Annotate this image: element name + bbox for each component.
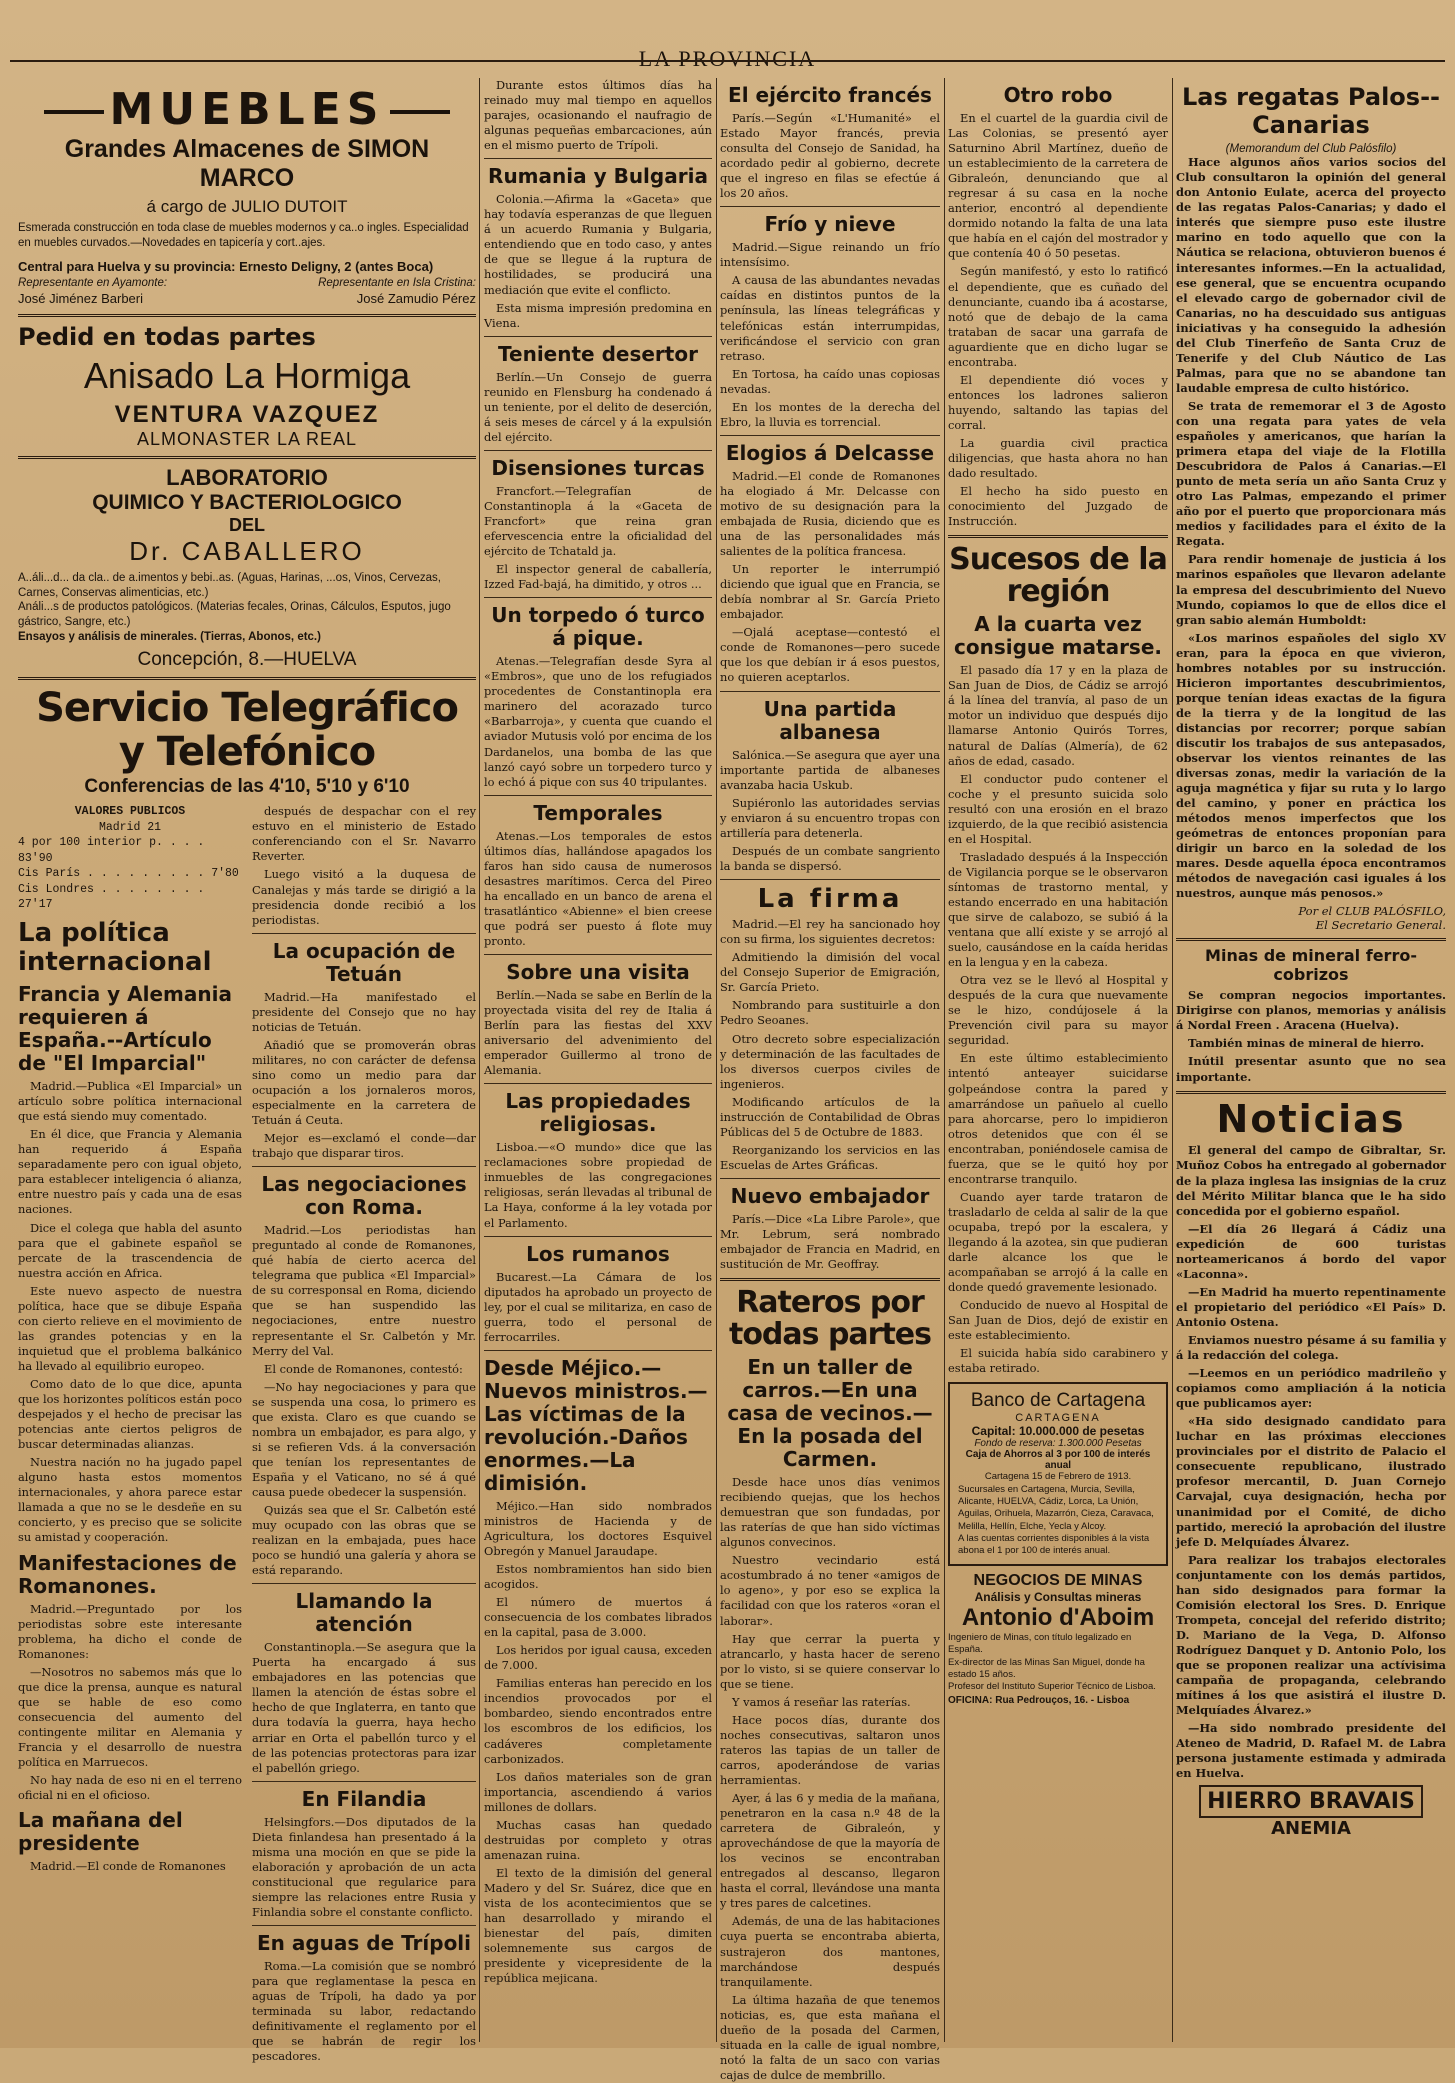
disensiones-title: Disensiones turcas — [491, 455, 705, 480]
article-paragraph: París.—Según «L'Humanité» el Estado Mayor francés, previa consulta del Consejo de Sanidad, ha acordado pedir al gobierno, decrete que el ingreso en filas se efectúe á los 20 años. — [720, 111, 940, 201]
article-paragraph: El texto de la dimisión del general Madero y del Sr. Suárez, dice que en vista de los acontecimientos que se han desarrollado y mirando el bienestar del país, dimiten solemnemente sus cargos de presidente y vicepresidente de la república mejicana. — [484, 1865, 712, 1986]
article-paragraph: «Ha sido designado candidato para luchar en las próximas elecciones provinciales por el distrito de Palacio el consecuente republicano, ilustrado profesor mercantil, D. Juan Cornejo Carvajal, cuya designación, hecha por unanimidad por el Comité, de dicho partido, mereció la aprobación del ilustre jefe D. Melquíades Álvarez. — [1176, 1414, 1446, 1549]
teniente-title: Teniente desertor — [498, 341, 698, 366]
article-paragraph: Nombrando para sustituirle a don Pedro Seoanes. — [720, 998, 940, 1028]
article-paragraph: El inspector general de caballería, Izzed Fad-bajá, ha dimitido, y otros ... — [484, 562, 712, 592]
page-header — [0, 0, 1455, 78]
article-paragraph: El pasado día 17 y en la plaza de San Juan de Dios, de Cádiz se arrojó á la línea del tranvía, al paso de un motor un individuo que después dijo llamarse Antonio Quirós Torres, natural de Dalías (Almería), de 62 años de edad, casado. — [948, 663, 1168, 768]
article-paragraph: —Ojalá aceptase—contestó el conde de Romanones—pero sucede que los que debían ir á esos puestos, no quieren aceptarlos. — [720, 625, 940, 685]
muebles-manager: á cargo de JULIO DUTOIT — [146, 197, 348, 216]
article-paragraph: Además, de una de las habitaciones cuya puerta se encontraba abierta, sustrajeron dos mantones, marchándose después tranquilamente. — [720, 1914, 940, 1989]
telegraph-title: Servicio Telegráfico y Telefónico — [36, 685, 458, 776]
sucesos-subtitle: A la cuarta vez consigue matarse. — [954, 612, 1162, 660]
article-paragraph: Bucarest.—La Cámara de los diputados ha aprobado un proyecto de ley, por el cual se militariza, en caso de guerra, todo el personal de ferrocarriles. — [484, 1269, 712, 1344]
article-paragraph: El general del campo de Gibraltar, Sr. Muñoz Cobos ha entregado al gobernador de la plaza inglesa las insignias de la cruz del Mérito Militar blanca que le ha sido concedida por el gobierno español. — [1176, 1143, 1446, 1218]
valores-row: Cis París . . . . . . . . . 7'80 — [18, 867, 239, 881]
article-paragraph: Supiéronlo las autoridades servias y enviaron á su encuentro tropas con artillería para detenerla. — [720, 795, 940, 840]
minas-address: OFICINA: Rua Pedrouços, 16. - Lisboa — [948, 1694, 1130, 1706]
column-3 — [720, 78, 940, 2082]
article-paragraph: Madrid.—El rey ha sancionado hoy con su firma, los siguientes decretos: — [720, 917, 940, 947]
article-paragraph: Según manifestó, y esto lo ratificó el dependiente, que es cuñado del denunciante, cuando iba á acostarse, notó que de debajo de la cama trataban de sacar una garrafa de aguardiente que en dicho lugar se encontraba. — [948, 264, 1168, 369]
article-paragraph: Quizás sea que el Sr. Calbetón esté muy ocupado con las obras que se realizan en la embajada, pues hace poco se hundió una galería y ahora se está reparando. — [252, 1503, 476, 1578]
article-paragraph: El conductor pudo contener el coche y el presunto suicida solo resultó con una erosión en el brazo izquierdo, de la que recibió asistencia en el Hospital. — [948, 771, 1168, 846]
article-paragraph: Madrid.—Sigue reinando un frío intensísimo. — [720, 240, 940, 270]
article-paragraph: Familias enteras han perecido en los incendios provocados por el bombardeo, siendo encontrados entre los escombros de los edificios, los cadáveres completamente carbonizados. — [484, 1676, 712, 1766]
article-paragraph: En los montes de la derecha del Ebro, la lluvia es torrencial. — [720, 399, 940, 429]
anemia-label: ANEMIA — [1271, 1818, 1351, 1840]
article-paragraph: —Leemos en un periódico madrileño y copiamos como ampliación á la noticia que publicamos ayer: — [1176, 1366, 1446, 1411]
valores-row: 4 por 100 interior p. . . . 83'90 — [18, 836, 205, 865]
article-paragraph: Madrid.—El conde de Romanones ha elogiado á Mr. Delcasse con motivo de su designación para la embajada de Rusia, diciendo que es una de las personalidades más salientes de la política francesa. — [720, 468, 940, 559]
valores-row: Cis Londres . . . . . . . . 27'17 — [18, 882, 205, 912]
article-paragraph: El suicida había sido carabinero y estaba retirado. — [948, 1346, 1168, 1376]
article-paragraph: Berlín.—Un Consejo de guerra reunido en Flensburg ha condenado á un teniente, por el delito de deserción, á seis meses de cárcel y á la expulsión del ejército. — [484, 369, 712, 444]
tetuan-title: La ocupación de Tetuán — [272, 938, 456, 986]
article-paragraph: Lisboa.—«O mundo» dice que las reclamaciones sobre propiedad de inmuebles de las congregaciones religiosas, serán llevadas al tribunal de La Haya, conforme á la ley votada por el Parlamento. — [484, 1140, 712, 1230]
article-paragraph: Un reporter le interrumpió diciendo que igual que en Francia, se debía nombrar al Sr. García Prieto embajador. — [720, 562, 940, 622]
article-paragraph: Atenas.—Los temporales de estos últimos días, hallándose apagados los faros han sido causa de numerosos desastres marítimos. Cerca del Pireo ha encallado en un banco de arena el trasatlántico «Abienne» el bien creese que podrá ser puesto á flote muy pronto. — [484, 828, 712, 948]
muebles-ad-title: MUEBLES — [18, 84, 476, 135]
lab-t3: Ensayos y análisis de minerales. (Tierras, Abonos, etc.) — [18, 631, 321, 644]
article-paragraph: Otro decreto sobre especialización y determinación de las facultades de los diversos cuerpos civiles de ingenieros. — [720, 1031, 940, 1091]
article-paragraph: Constantinopla.—Se asegura que la Puerta ha encargado á sus embajadores en las potencias que llamen la atención de éstas sobre el hecho de que Inglaterra, en tanto que dura todavía la guerra, haya hecho arriar en Orta el pabellón turco y el de las potencias protectoras para izar el pabellón griego. — [252, 1640, 476, 1775]
minas-title: NEGOCIOS DE MINAS — [973, 1571, 1143, 1589]
banco-fondo: Fondo de reserva: 1.300.000 Pesetas — [974, 1438, 1142, 1450]
article-paragraph: Hay que cerrar la puerta y atrancarlo, y hasta hacer de sereno por lo visto, si se quiere conservar lo que se tiene. — [720, 1631, 940, 1691]
article-paragraph: El dependiente dió voces y entonces los ladrones salieron huyendo, saltando las tapias del corral. — [948, 372, 1168, 432]
article-paragraph: Este nuevo aspecto de nuestra política, hace que se dibuje España con cierto relieve en el movimiento de las grandes potencias y en la inquietud que el problema balkánico ha llevado al equilibrio europeo. — [18, 1283, 242, 1373]
filandia-title: En Filandia — [301, 1786, 427, 1811]
article-paragraph: Luego visitó a la duquesa de Canalejas y más tarde se dirigió a la presidencia donde recibió a los periodistas. — [252, 867, 476, 927]
column-divider — [479, 78, 480, 2042]
minas-t3: Profesor del Instituto Superior Técnico de Lisboa. — [948, 1681, 1156, 1693]
article-paragraph: Madrid.—Preguntado por los periodistas sobre este interesante problema, ha dicho el conde de Romanones: — [18, 1601, 242, 1661]
mejico-title: Desde Méjico.—Nuevos ministros.—Las víctimas de la revolución.-Daños enormes.—La dimisión. — [484, 1355, 708, 1495]
article-paragraph: —El día 26 llegará á Cádiz una expedición de 600 turistas norteamericanos á bordo del vapor «Laconna». — [1176, 1221, 1446, 1281]
rep2-name: José Zamudio Pérez — [356, 290, 476, 306]
banco-sucursales: Sucursales en Cartagena, Murcia, Sevilla, Alicante, HUELVA, Cádiz, Lorca, La Unión, Aguilas, Orihuela, Mazarrón, Cieza, Caravaca, Melilla, Hellín, Elche, Yecla y Alcoy. — [958, 1483, 1154, 1532]
article-paragraph: Admitiendo la dimisión del vocal del Consejo Superior de Emigración, Sr. García Prieto. — [720, 950, 940, 995]
article-paragraph: Hace pocos días, durante dos noches consecutivas, saltaron unos rateros las tapias de un taller de carros, apoderándose de varias herramientas. — [720, 1712, 940, 1787]
banco-title: Banco de Cartagena — [970, 1390, 1146, 1412]
regatas-subtitle: (Memorandum del Club Palósfilo) — [1225, 143, 1397, 156]
article-paragraph: En el cuartel de la guardia civil de Las Colonias, se presentó ayer Saturnino Abril Martínez, dueño de un establecimiento de la carretera de Gibraleón, denunciando que al regresar á su casa en la noche anterior, encontró al dependiente dormido notando la falta de una lata que había en el cajón del mostrador y que contenía 40 ó 50 pesetas. — [948, 111, 1168, 261]
rateros-subtitle: En un taller de carros.—En una casa de vecinos.—En la posada del Carmen. — [727, 1355, 933, 1472]
article-paragraph: Helsingfors.—Dos diputados de la Dieta finlandesa han presentado á la misma una moción en que se pide la elaboración y aprobación de un acta constitucional que regularice para siempre las relaciones entre Rusia y Finlandia sobre el constante conflicto. — [252, 1814, 476, 1919]
rep1-label: Representante en Ayamonte: — [18, 276, 168, 289]
muebles-store: Grandes Almacenes de SIMON MARCO — [64, 135, 430, 192]
article-paragraph: Enviamos nuestro pésame á su familia y á la redacción del colega. — [1176, 1333, 1446, 1363]
banco-note: A las cuentas corrientes disponibles á la vista abona el 1 por 100 de interés anual. — [958, 1533, 1150, 1557]
temporales-title: Temporales — [533, 800, 663, 825]
negociaciones-title: Las negociaciones con Roma. — [261, 1172, 467, 1220]
article-paragraph: Salónica.—Se asegura que ayer una importante partida de albaneses avanzaba hacia Uskub. — [720, 747, 940, 792]
article-paragraph: Se compran negocios importantes. Dirigirse con planos, memorias y análisis á Nordal Freen . Aracena (Huelva). — [1176, 988, 1446, 1033]
lab-l1: LABORATORIO — [166, 464, 328, 490]
tripoli-title: En aguas de Trípoli — [256, 1931, 472, 1955]
manana-title: La mañana del presidente — [18, 1808, 183, 1856]
article-paragraph: Madrid.—Ha manifestado el presidente del Consejo que no hay noticias de Tetuán. — [252, 989, 476, 1034]
article-paragraph: El hecho ha sido puesto en conocimiento del Juzgado de Instrucción. — [948, 484, 1168, 529]
article-paragraph: Muchas casas han quedado destruidas por completo y otras amenazan ruina. — [484, 1817, 712, 1862]
article-paragraph: Los heridos por igual causa, exceden de 7.000. — [484, 1643, 712, 1673]
article-paragraph: Madrid.—El conde de Romanones — [30, 1859, 226, 1874]
anisado-town: ALMONASTER LA REAL — [136, 428, 358, 449]
article-paragraph: En este último establecimiento intentó anteayer suicidarse golpeándose contra la pared y amarrándose un pañuelo al cuello para ahorcarse, pero lo impidieron otros detenidos que con él se encontraban, poniéndosele camisa de fuerza, que se le quitó hoy por encontrarse tranquilo. — [948, 1051, 1168, 1186]
article-paragraph: Y vamos á reseñar las raterías. — [732, 1694, 911, 1709]
article-paragraph: El número de muertos á consecuencia de los combates librados en la capital, pasa de 3.000. — [484, 1595, 712, 1640]
lab-t1: A..áli...d... da cla.. de a.imentos y bebi..as. (Aguas, Harinas, ...os, Vinos, Cervezas, Carnes, Conservas alimenticias, etc.) — [18, 571, 441, 599]
article-paragraph: Modificando artículos de la instrucción de Contabilidad de Obras Públicas del 5 de Octubre de 1883. — [720, 1094, 940, 1139]
robo-title: Otro robo — [1003, 83, 1113, 107]
elogios-title: Elogios á Delcasse — [725, 440, 935, 465]
article-paragraph: Los daños materiales son de gran importancia, ascendiendo á varios millones de dollars. — [484, 1769, 712, 1814]
regatas-sign2: El Secretario General. — [1315, 918, 1446, 933]
embajador-title: Nuevo embajador — [730, 1183, 930, 1208]
article-paragraph: Como dato de lo que dice, apunta que los horizontes políticos están poco despejados y el hecho de precisar las potencias ante ciertos peligros de buscar determinadas alianzas. — [18, 1377, 242, 1452]
article-paragraph: Durante estos últimos días ha reinado muy mal tiempo en aquellos parajes, ocasionando el naufragio de algunas pequeñas embarcaciones, aún en el mismo puerto de Trípoli. — [484, 78, 712, 153]
article-paragraph: Otra vez se le llevó al Hospital y después de la cura que nuevamente se le hizo, condújosele á la Prevención civil para su mayor seguridad. — [948, 973, 1168, 1048]
article-paragraph: Mejor es—exclamó el conde—dar trabajo que disparar tiros. — [252, 1131, 476, 1161]
minas-subtitle: Análisis y Consultas mineras — [974, 1589, 1142, 1604]
article-paragraph: Atenas.—Telegrafían desde Syra al «Embros», que uno de los refugiados procedentes de Constantinopla era marinero del acorazado turco «Barbarroja», y cuenta que cuando el aviador Mutusis voló por encima de los Dardanelos, una bomba de las que lanzó cayó sobre un torpedero turco y lo echó á pique con sus 40 tripulantes. — [484, 654, 712, 789]
telegraph-conferences: Conferencias de las 4'10, 5'10 y 6'10 — [84, 776, 410, 798]
article-paragraph: Reorganizando los servicios en las Escuelas de Artes Gráficas. — [720, 1142, 940, 1172]
article-paragraph: Estos nombramientos han sido bien acogidos. — [484, 1562, 712, 1592]
politica-title: La política internacional — [18, 917, 212, 977]
article-paragraph: Trasladado después á la Inspección de Vigilancia porque se le observaron síntomas de trastorno mental, y estando encerrado en una habitación que sirve de calabozo, se subió á la ventana que allí existe y se arrojó al suelo, causándose en la caída heridas en la lengua y en la cabeza. — [948, 849, 1168, 970]
hierro-bravais-ad: HIERRO BRAVAIS — [1199, 1785, 1423, 1818]
ferro-title: Minas de mineral ferro-cobrizos — [1205, 946, 1417, 984]
column-2 — [484, 78, 712, 2042]
article-paragraph: Nuestro vecindario está acostumbrado á no tener «amigos de lo ageno», y por eso se explica la facilidad con que los rateros «oran el laborar». — [720, 1553, 940, 1628]
anisado-name: Anisado La Hormiga — [83, 354, 411, 396]
manif-title: Manifestaciones de Romanones. — [18, 1550, 237, 1598]
article-paragraph: Madrid.—Publica «El Imparcial» un artículo sobre política internacional que está siendo muy comentado. — [18, 1079, 242, 1124]
article-paragraph: Nuestra nación no ha jugado papel alguno hasta estos momentos internacionales, y ahora parece estar llamada a que no se le desdeñe en su concierto, y es preciso que se solicite su amistad y cooperación. — [18, 1455, 242, 1545]
article-paragraph: después de despachar con el rey estuvo en el ministerio de Estado conferenciando con el Sr. Navarro Reverter. — [252, 804, 476, 864]
anisado-top: Pedid en todas partes — [18, 322, 316, 351]
banco-ahorros: Caja de Ahorros al 3 por 100 de interés anual — [965, 1449, 1151, 1472]
regatas-sign1: Por el CLUB PALÓSFILO, — [1298, 904, 1446, 919]
article-paragraph: Esta misma impresión predomina en Viena. — [484, 300, 712, 330]
article-paragraph: En él dice, que Francia y Alemania han requerido á España separadamente pero con igual objeto, para establecer inteligencia ó alianza, entre nuestro país y cada una de esas naciones. — [18, 1127, 242, 1217]
visita-title: Sobre una visita — [506, 960, 690, 985]
article-paragraph: —No hay negociaciones y para que se suspenda una cosa, lo primero es que exista. Claro es que cuando se nombra un embajador, es para algo, y si se refieren Vds. á la conversación que tenían los representantes de España y el Vaticano, no sé á qué causa puede obedecer la suspensión. — [252, 1379, 476, 1499]
article-paragraph: Añadió que se promoverán obras militares, no con carácter de defensa sino como un medio para dar ocupación a los jornaleros moros, especialmente en la carretera de Tetuán á Ceuta. — [252, 1037, 476, 1128]
propiedades-title: Las propiedades religiosas. — [505, 1089, 691, 1137]
article-paragraph: El conde de Romanones, contestó: — [264, 1361, 463, 1376]
rateros-title: Rateros por todas partes — [728, 1285, 932, 1352]
column-divider — [1172, 78, 1173, 2042]
torpedo-title: Un torpedo ó turco á pique. — [491, 603, 705, 651]
article-paragraph: La guardia civil practica diligencias, que hasta ahora no han dado resultado. — [948, 435, 1168, 481]
valores-title: VALORES PUBLICOS — [74, 805, 186, 819]
lab-address: Concepción, 8.—HUELVA — [137, 649, 357, 671]
article-paragraph: «Los marinos españoles del siglo XV eran, para la época en que vivieron, hombres notables por su instrucción. Hicieron importantes descubrimientos, porque tenían ideas exactas de la figura de la tierra y de la longitud de las distancias por recorrer; porque sabían discutir los trabajos de sus antepasados, observar los vientos reinantes de las diversas zonas, medir la variación de la aguja magnética y fijar su ruta y lo largo del camino, y poner en práctica los métodos menos imperfectos que los geómetras de entonces proponían para dirigir un barco en la soledad de los mares. Desde aquella época encontramos métodos de navegación casi iguales á los nuestros, aunque más penosos.» — [1176, 630, 1446, 901]
article-paragraph: Francfort.—Telegrafían de Constantinopla á la «Gaceta de Francfort» que reina gran efervescencia entre la oficialidad del ejército de Tchatald ja. — [484, 483, 712, 559]
minas-t2: Ex-director de las Minas San Miguel, donde ha estado 15 años. — [948, 1656, 1145, 1680]
article-paragraph: —Ha sido nombrado presidente del Ateneo de Madrid, D. Rafael M. de Labra persona justamente estimada y admirada en Huelva. — [1176, 1721, 1446, 1781]
albanesa-title: Una partida albanesa — [763, 696, 897, 744]
valores-table — [18, 804, 242, 913]
article-paragraph: A causa de las abundantes nevadas caídas en distintos puntos de la península, las líneas telegráficas y telefónicas están interrumpidas, verificándose el servicio con gran retraso. — [720, 273, 940, 363]
rep1-name: José Jiménez Barberi — [18, 290, 143, 306]
politica-subtitle: Francia y Alemania requieren á España.--Artículo de "El Imparcial" — [18, 982, 232, 1076]
article-paragraph: Méjico.—Han sido nombrados ministros de Hacienda y de Agricultura, los doctores Esquivel Obregón y Manuel Jaraudape. — [484, 1498, 712, 1558]
article-paragraph: Desde hace unos días venimos recibiendo quejas, que los hechos demuestran que son fundadas, por las raterías de que han sido víctimas algunos convecinos. — [720, 1475, 940, 1550]
rumania-title: Rumania y Bulgaria — [488, 164, 708, 189]
article-paragraph: Roma.—La comisión que se nombró para que reglamentase la pesca en aguas de Trípoli, ha dado ya por terminada su labor, redactando definitivamente el reglamento por el que se habrán de regir los pescadores. — [252, 1959, 476, 2064]
firma-title: La firma — [757, 883, 903, 914]
article-paragraph: Ayer, á las 6 y media de la mañana, penetraron en la casa n.º 48 de la carretera de Gibraleón, y aprovechándose de que la mayoría de los vecinos se encontraban entregados al descanso, llegaron hasta el corral, llevándose una manta y tres pares de calcetines. — [720, 1791, 940, 1911]
lab-t2: Análi...s de productos patológicos. (Materias fecales, Orinas, Cálculos, Esputos, jugo gástrico, Sangre, etc.) — [18, 601, 451, 629]
lab-doctor: Dr. CABALLERO — [129, 535, 365, 566]
header-rule — [10, 60, 1445, 62]
article-paragraph: Inútil presentar asunto que no sea importante. — [1176, 1054, 1446, 1084]
column-5 — [1176, 78, 1446, 2042]
banco-ad — [948, 1382, 1168, 1565]
noticias-title: Noticias — [1216, 1096, 1406, 1141]
frances-title: El ejército francés — [728, 83, 932, 107]
rep2-label: Representante en Isla Cristina: — [318, 276, 476, 289]
minas-name: Antonio d'Aboim — [961, 1603, 1155, 1631]
lab-l2: QUIMICO Y BACTERIOLOGICO — [92, 490, 402, 514]
muebles-central: Central para Huelva y su provincia: Ernesto Deligny, 2 (antes Boca) — [18, 258, 434, 274]
article-paragraph: París.—Dice «La Libre Parole», que Mr. Lebrum, será nombrado embajador de Francia en Madrid, en sustitución de Mr. Geoffray. — [720, 1211, 940, 1272]
article-paragraph: Conducido de nuevo al Hospital de San Juan de Dios, dejó de existir en este establecimiento. — [948, 1298, 1168, 1343]
article-paragraph: —Nosotros no sabemos más que lo que dice la prensa, aunque es natural que se hable de eso como consecuencia del aumento del contingente militar en Alemania y Francia y el desarrollo de nuestra política en Marruecos. — [18, 1664, 242, 1769]
llamando-title: Llamando la atención — [295, 1589, 433, 1637]
rumanos-title: Los rumanos — [526, 1241, 670, 1266]
column-divider — [716, 78, 717, 2042]
article-paragraph: En Tortosa, ha caído unas copiosas nevadas. — [720, 366, 940, 396]
article-paragraph: Para rendir homenaje de justicia á los marinos españoles que llevaron adelante la empresa del descubrimiento del Nuevo Mundo, copiamos lo que de ellos dice el gran sabio alemán Humboldt: — [1176, 552, 1446, 627]
article-paragraph: Colonia.—Afirma la «Gaceta» que hay todavía esperanzas de que lleguen á un acuerdo Rumania y Bulgaria, entendiendo que en todo caso, y antes de que se llegue á la ruptura de hostilidades, se producirá una mediación que evite el conflicto. — [484, 192, 712, 297]
regatas-title: Las regatas Palos--Canarias — [1182, 83, 1440, 139]
muebles-desc: Esmerada construcción en toda clase de muebles modernos y ca..o ingles. Especialidad en muebles curvados.—Novedades en tapicería y cort..ajes. — [18, 222, 469, 249]
column-divider — [944, 78, 945, 2042]
article-paragraph: Cuando ayer tarde trataron de trasladarlo de celda al salir de la que ocupaba, trepó por la escalera, y llegando á la azotea, sin que pudieran darle alcance los que le acompañaban se arrojó á la calle en donde quedó gravemente lesionado. — [948, 1189, 1168, 1295]
article-paragraph: La última hazaña de que tenemos noticias, es, que esta mañana el dueño de la posada del Carmen, situada en la calle de igual nombre, notó la falta de un saco con varias cajas de dulce de membrillo. — [720, 1992, 940, 2082]
sucesos-title: Sucesos de la región — [949, 542, 1167, 609]
anisado-maker: VENTURA VAZQUEZ — [114, 400, 380, 428]
lab-l3: DEL — [229, 514, 265, 535]
article-paragraph: También minas de mineral de hierro. — [1188, 1036, 1425, 1051]
article-paragraph: Para realizar los trabajos electorales conjuntamente con los demás partidos, han sido designados para formar la Comisión electoral los Sres. D. Enrique Trompeta, concejal del referido distrito; D. Mariano de la Vega, D. Alfonso Rodríguez Danquet y D. Antonio Polo, los que se proponen realizar una actívisima campaña de propaganda, celebrando mítines á los que asistirá el ilustre D. Melquíades Álvarez.» — [1176, 1552, 1446, 1718]
column-ads — [18, 78, 476, 2064]
frio-title: Frío y nieve — [764, 212, 896, 237]
minas-t1: Ingeniero de Minas, con título legalizado en España. — [948, 1631, 1132, 1656]
article-paragraph: Se trata de rememorar el 3 de Agosto con una regata para yates de vela españoles y americanos, que harían la primera etapa del viaje de la Flotilla Descubridora de Palos á Canarias.—El punto de meta sería un año Santa Cruz y otro Las Palmas, empezando el primer año por el puerto que proporcionara más medios y facilidades para el éxito de la Regata. — [1176, 398, 1446, 549]
article-paragraph: Después de un combate sangriento la banda se dispersó. — [720, 843, 940, 873]
article-paragraph: Madrid.—Los periodistas han preguntado al conde de Romanones, qué había de cierto acerca del telegrama que publica «El Imparcial» de su corresponsal en Roma, diciendo que se han suspendido las negociaciones, entre nuestro representante el Sr. Calbetón y Mr. Merry del Val. — [252, 1223, 476, 1358]
article-paragraph: No hay nada de eso ni en el terreno oficial ni en el oficioso. — [18, 1773, 242, 1803]
article-paragraph: —En Madrid ha muerto repentinamente el propietario del periódico «El País» D. Antonio Ostena. — [1176, 1284, 1446, 1329]
article-paragraph: Hace algunos años varios socios del Club consultaron la opinión del general don Antonio Eulate, acerca del proyecto de las regatas Palos-Canarias; y dado el interés que siempre puso este ilustre marino en todo aquello que con la Náutica se relaciona, obtuvieron buenos é interesantes informes.—En la actualidad, ese general, que se encuentra ocupando el elevado cargo de gobernador civil de Canarias, no ha descuidado sus antiguas iniciativas y ha conseguido la adhesión del Club Tinerfeño de Santa Cruz de Tenerife y del Club Náutico de Las Palmas, para que no se abandone tan laudable empresa de culto histórico. — [1176, 155, 1446, 395]
banco-capital: Capital: 10.000.000 de pesetas — [971, 1424, 1145, 1439]
column-4 — [948, 78, 1168, 2042]
article-paragraph: Berlín.—Nada se sabe en Berlín de la proyectada visita del rey de Italia á Berlín para las fiestas del XXV aniversario del advenimiento del emperador Guillermo al trono de Alemania. — [484, 988, 712, 1078]
article-paragraph: Dice el colega que habla del asunto para que el gabinete español se percate de la trascendencia de nuestra acción en Africa. — [18, 1220, 242, 1280]
valores-date: Madrid 21 — [98, 820, 162, 834]
banco-city: CARTAGENA — [1015, 1412, 1101, 1425]
banco-date: Cartagena 15 de Febrero de 1913. — [984, 1471, 1132, 1483]
paper-name: LA PROVINCIA — [638, 46, 817, 71]
